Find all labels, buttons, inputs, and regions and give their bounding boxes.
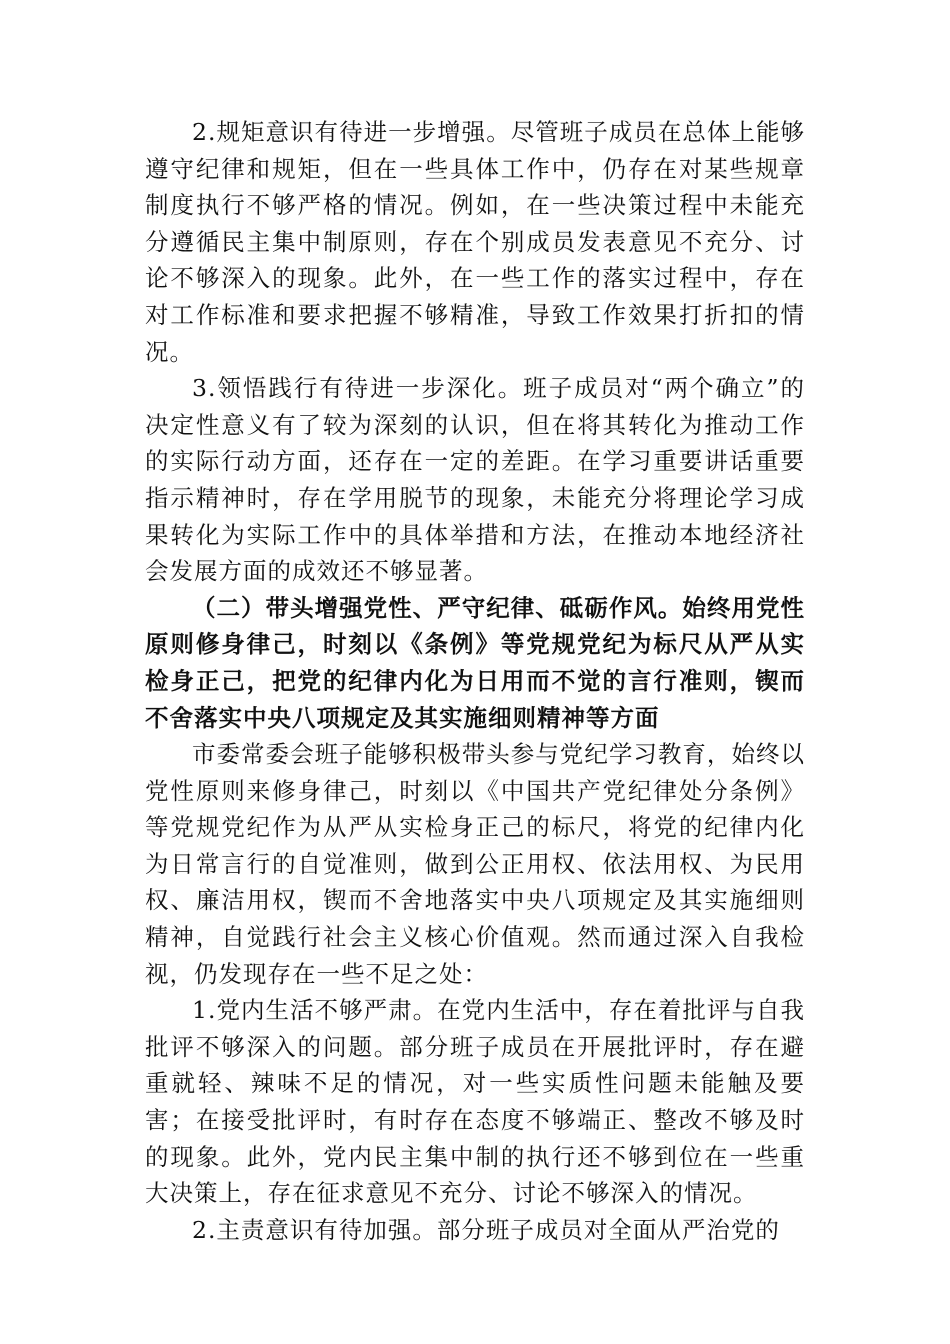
paragraph-rules-awareness: 2.规矩意识有待进一步增强。尽管班子成员在总体上能够遵守纪律和规矩，但在一些具体工作中，仍存在对某些规章制度执行不够严格的情况。例如，在一些决策过程中未能充分遵循民主集中制原则，存在个别成员发表意见不充分、讨论不够深入的现象。此外，在一些工作的落实过程中，存在对工作标准和要求把握不够精准，导致工作效果打折扣的情况。 (145, 118, 805, 366)
document-page (145, 114, 805, 1248)
paragraph-comprehension-practice: 3.领悟践行有待进一步深化。班子成员对“两个确立”的决定性意义有了较为深刻的认识，但在将其转化为推动工作的实际行动方面，还存在一定的差距。在学习重要讲话重要指示精神时，存在学用脱节的现象，未能充分将理论学习成果转化为实际工作中的具体举措和方法，在推动本地经济社会发展方面的成效还不够显著。 (145, 374, 805, 586)
paragraph-responsibility-awareness: 2.主责意识有待加强。部分班子成员对全面从严治党的 (192, 1215, 780, 1244)
paragraph-committee-overview: 市委常委会班子能够积极带头参与党纪学习教育，始终以党性原则来修身律己，时刻以《中国共产党纪律处分条例》等党规党纪作为从严从实检身正己的标尺，将党的纪律内化为日常言行的自觉准则，做到公正用权、依法用权、为民用权、廉洁用权，锲而不舍地落实中央八项规定及其实施细则精神，自觉践行社会主义核心价值观。然而通过深入自我检视，仍发现存在一些不足之处： (145, 740, 805, 988)
paragraph-party-life: 1.党内生活不够严肃。在党内生活中，存在着批评与自我批评不够深入的问题。部分班子成员在开展批评时，存在避重就轻、辣味不足的情况，对一些实质性问题未能触及要害；在接受批评时，有时存在态度不够端正、整改不够及时的现象。此外，党内民主集中制的执行还不够到位在一些重大决策上，存在征求意见不充分、讨论不够深入的情况。 (145, 996, 805, 1208)
section-heading-two: （二）带头增强党性、严守纪律、砥砺作风。始终用党性原则修身律己，时刻以《条例》等党规党纪为标尺从严从实检身正己，把党的纪律内化为日用而不觉的言行准则，锲而不舍落实中央八项规定及其实施细则精神等方面 (145, 593, 805, 732)
